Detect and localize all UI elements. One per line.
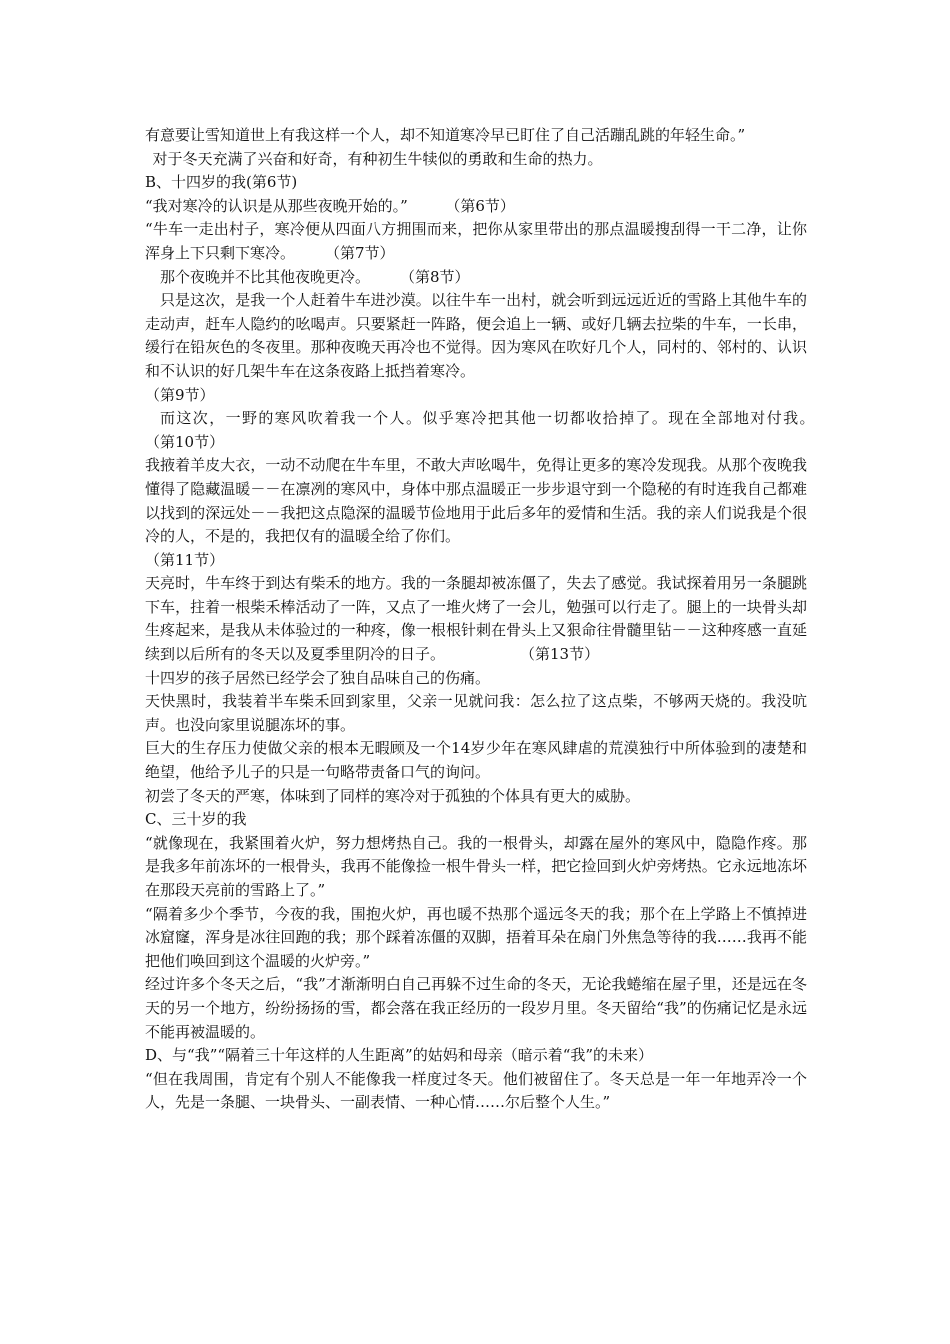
section-heading-b: B、十四岁的我(第6节) xyxy=(145,173,298,192)
paragraph-section-13: 天亮时，牛车终于到达有柴禾的地方。我的一条腿却被冻僵了，失去了感觉。我试探着用另一条腿跳下车，拄着一根柴禾棒活动了一阵，又点了一堆火烤了一会儿，勉强可以行走了。腿上的一块骨头却生疼起来，是我从未体验过的一种疼，像一根根针刺在骨头上又狠命往骨髓里钻－－这种疼感一直延续到以后所有的冬天以及夏季里阴冷的日子。 （第13节） xyxy=(145,574,807,664)
paragraph-dusk: 天快黑时，我装着半车柴禾回到家里，父亲一见就问我：怎么拉了这点柴，不够两天烧的。我没吭声。也没向家里说腿冻坏的事。 xyxy=(145,692,807,734)
paragraph-continuation: 有意要让雪知道世上有我这样一个人，却不知道寒冷早已盯住了自己活蹦乱跳的年轻生命。” xyxy=(145,126,746,144)
section-heading-c: C、三十岁的我 xyxy=(145,810,247,829)
paragraph-summary-a: 对于冬天充满了兴奋和好奇，有种初生牛犊似的勇敢和生命的热力。 xyxy=(152,149,603,168)
paragraph-summary-b: 初尝了冬天的严寒，体味到了同样的寒冷对于孤独的个体具有更大的威胁。 xyxy=(145,786,641,805)
paragraph-section-10: 而这次，一野的寒风吹着我一个人。似乎寒冷把其他一切都收拾掉了。现在全部地对付我。 （第10节） xyxy=(145,409,898,451)
document-body xyxy=(145,124,898,1115)
quote-fire: “就像现在，我紧围着火炉，努力想烤热自己。我的一根骨头，却露在屋外的寒风中，隐隐作疼。那是我多年前冻坏的一根骨头，我再不能像捡一根牛骨头一样，把它捡回到火炉旁烤热。它永远地冻坏在那段天亮前的雪路上了。” xyxy=(145,833,807,899)
paragraph-summary-c: 经过许多个冬天之后，“我”才渐渐明白自己再躲不过生命的冬天，无论我蜷缩在屋子里，还是远在冬天的另一个地方，纷纷扬扬的雪，都会落在我正经历的一段岁月里。冬天留给“我”的伤痛记忆是永远不能再被温暖的。 xyxy=(145,975,807,1041)
paragraph-section-11: 我掖着羊皮大衣，一动不动爬在牛车里，不敢大声吆喝牛，免得让更多的寒冷发现我。从那个夜晚我懂得了隐藏温暖－－在凛冽的寒风中，身体中那点温暖正一步步退守到一个隐秘的有时连我自己都难以找到的深远处－－我把这点隐深的温暖节俭地用于此后多年的爱情和生活。我的亲人们说我是个很冷的人，不是的，我把仅有的温暖全给了你们。 xyxy=(145,456,807,546)
quote-seasons: “隔着多少个季节，今夜的我，围抱火炉，再也暖不热那个遥远冬天的我；那个在上学路上不慎掉进冰窟窿，浑身是冰往回跑的我；那个踩着冻僵的双脚，捂着耳朵在扇门外焦急等待的我……我再不能把他们唤回到这个温暖的火炉旁。” xyxy=(145,904,807,970)
paragraph-summary-pain: 十四岁的孩子居然已经学会了独自品味自己的伤痛。 xyxy=(145,668,491,687)
section-marker-9: （第9节） xyxy=(145,385,215,404)
section-marker-11: （第11节） xyxy=(145,550,225,569)
paragraph-section-9: 只是这次，是我一个人赶着牛车进沙漠。以往牛车一出村，就会听到远远近近的雪路上其他牛车的走动声，赶车人隐约的吆喝声。只要紧赶一阵路，便会追上一辆、或好几辆去拉柴的牛车，一长串，缓行在铅灰色的冬夜里。那种夜晚天再冷也不觉得。因为寒风在吹好几个人，同村的、邻村的、认识和不认识的好几架牛车在这条夜路上抵挡着寒冷。 xyxy=(145,291,807,380)
quote-section-7: “牛车一走出村子，寒冷便从四面八方拥围而来，把你从家里带出的那点温暖搜刮得一干二净，让你浑身上下只剩下寒冷。 （第7节） xyxy=(145,220,807,262)
paragraph-section-8: 那个夜晚并不比其他夜晚更冷。 （第8节） xyxy=(160,267,470,286)
paragraph-father: 巨大的生存压力使做父亲的根本无暇顾及一个14岁少年在寒风肆虐的荒漠独行中所体验到的凄楚和绝望，他给予儿子的只是一句略带责备口气的询问。 xyxy=(145,739,807,782)
quote-others: “但在我周围，肯定有个别人不能像我一样度过冬天。他们被留住了。冬天总是一年一年地弄冷一个人，先是一条腿、一块骨头、一副表情、一种心情……尔后整个人生。” xyxy=(145,1069,807,1112)
quote-section-6: “我对寒冷的认识是从那些夜晚开始的。” （第6节） xyxy=(145,196,515,215)
section-heading-d: D、与“我”“隔着三十年这样的人生距离”的姑妈和母亲（暗示着“我”的未来） xyxy=(145,1046,654,1065)
